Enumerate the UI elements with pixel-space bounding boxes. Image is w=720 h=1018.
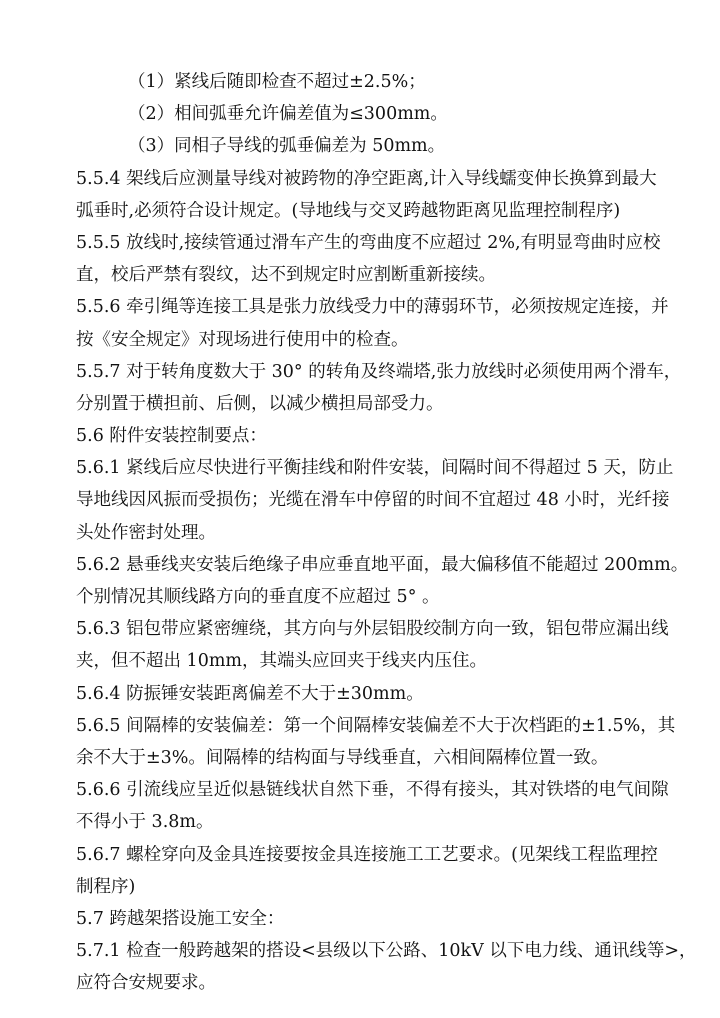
clause-5-6-2-line-1: 5.6.2 悬垂线夹安装后绝缘子串应垂直地平面，最大偏移值不能超过 200mm。 [76,554,689,575]
clause-5-5-4-line-1: 5.5.4 架线后应测量导线对被跨物的净空距离,计入导线蠕变伸长换算到最大 [76,168,657,189]
clause-5-7-1-line-1: 5.7.1 检查一般跨越架的搭设<县级以下公路、10kV 以下电力线、通讯线等>， [76,941,697,962]
clause-5-5-5-line-1: 5.5.5 放线时,接续管通过滑车产生的弯曲度不应超过 2%,有明显弯曲时应校 [76,232,661,253]
clause-5-5-6-line-2: 按《安全规定》对现场进行使用中的检查。 [76,329,409,350]
clause-5-6-3-line-1: 5.6.3 铝包带应紧密缠绕，其方向与外层铝股绞制方向一致，铝包带应漏出线 [76,619,669,640]
clause-5-6-6-line-2: 不得小于 3.8m。 [76,812,214,833]
clause-5-5-4-line-2: 弧垂时,必须符合设计规定。(导地线与交叉跨越物距离见监理控制程序) [76,200,621,221]
clause-5-6-2-line-2: 个别情况其顺线路方向的垂直度不应超过 5° 。 [76,587,440,607]
clause-5-6-4: 5.6.4 防振锤安装距离偏差不大于±30mm。 [76,683,424,704]
clause-5-6-5-line-2: 余不大于±3%。间隔棒的结构面与导线垂直，六相间隔棒位置一致。 [76,747,609,768]
clause-5-6-1-line-2: 导地线因风振而受损伤；光缆在滑车中停留的时间不宜超过 48 小时，光纤接 [76,490,670,511]
clause-5-5-5-line-2: 直，校后严禁有裂纹，达不到规定时应割断重新接续。 [76,265,496,286]
clause-5-6-3-line-2: 夹，但不超出 10mm，其端头应回夹于线夹内压住。 [76,651,488,672]
clause-5-6-1-line-1: 5.6.1 紧线后应尽快进行平衡挂线和附件安装，间隔时间不得超过 5 天，防止 [76,458,674,479]
list-item-subconductor-sag: （3）同相子导线的弧垂偏差为 50mm。 [128,136,446,157]
clause-5-6-6-line-1: 5.6.6 引流线应呈近似悬链线状自然下垂，不得有接头，其对铁塔的电气间隙 [76,780,669,801]
clause-5-7-1-line-2: 应符合安规要求。 [76,973,216,994]
clause-5-5-7-line-2: 分别置于横担前、后侧，以减少横担局部受力。 [76,393,444,414]
clause-5-6-7-line-1: 5.6.7 螺栓穿向及金具连接要按金具连接施工工艺要求。(见架线工程监理控 [76,844,658,865]
document-body [76,66,697,999]
list-item-tension-check: （1）紧线后随即检查不超过±2.5%； [128,72,426,92]
clause-5-6-5-line-1: 5.6.5 间隔棒的安装偏差：第一个间隔棒安装偏差不大于次档距的±1.5%，其 [76,715,676,736]
section-heading-5-7: 5.7 跨越架搭设施工安全： [76,908,285,929]
clause-5-5-7-line-1: 5.5.7 对于转角度数大于 30° 的转角及终端塔,张力放线时必须使用两个滑车， [76,361,682,382]
clause-5-5-6-line-1: 5.5.6 牵引绳等连接工具是张力放线受力中的薄弱环节，必须按规定连接，并 [76,297,669,318]
clause-5-6-7-line-2: 制程序) [76,876,136,897]
list-item-sag-tolerance: （2）相间弧垂允许偏差值为≤300mm。 [128,104,448,125]
clause-5-6-1-line-3: 头处作密封处理。 [76,522,216,543]
section-heading-5-6: 5.6 附件安装控制要点： [76,426,267,447]
